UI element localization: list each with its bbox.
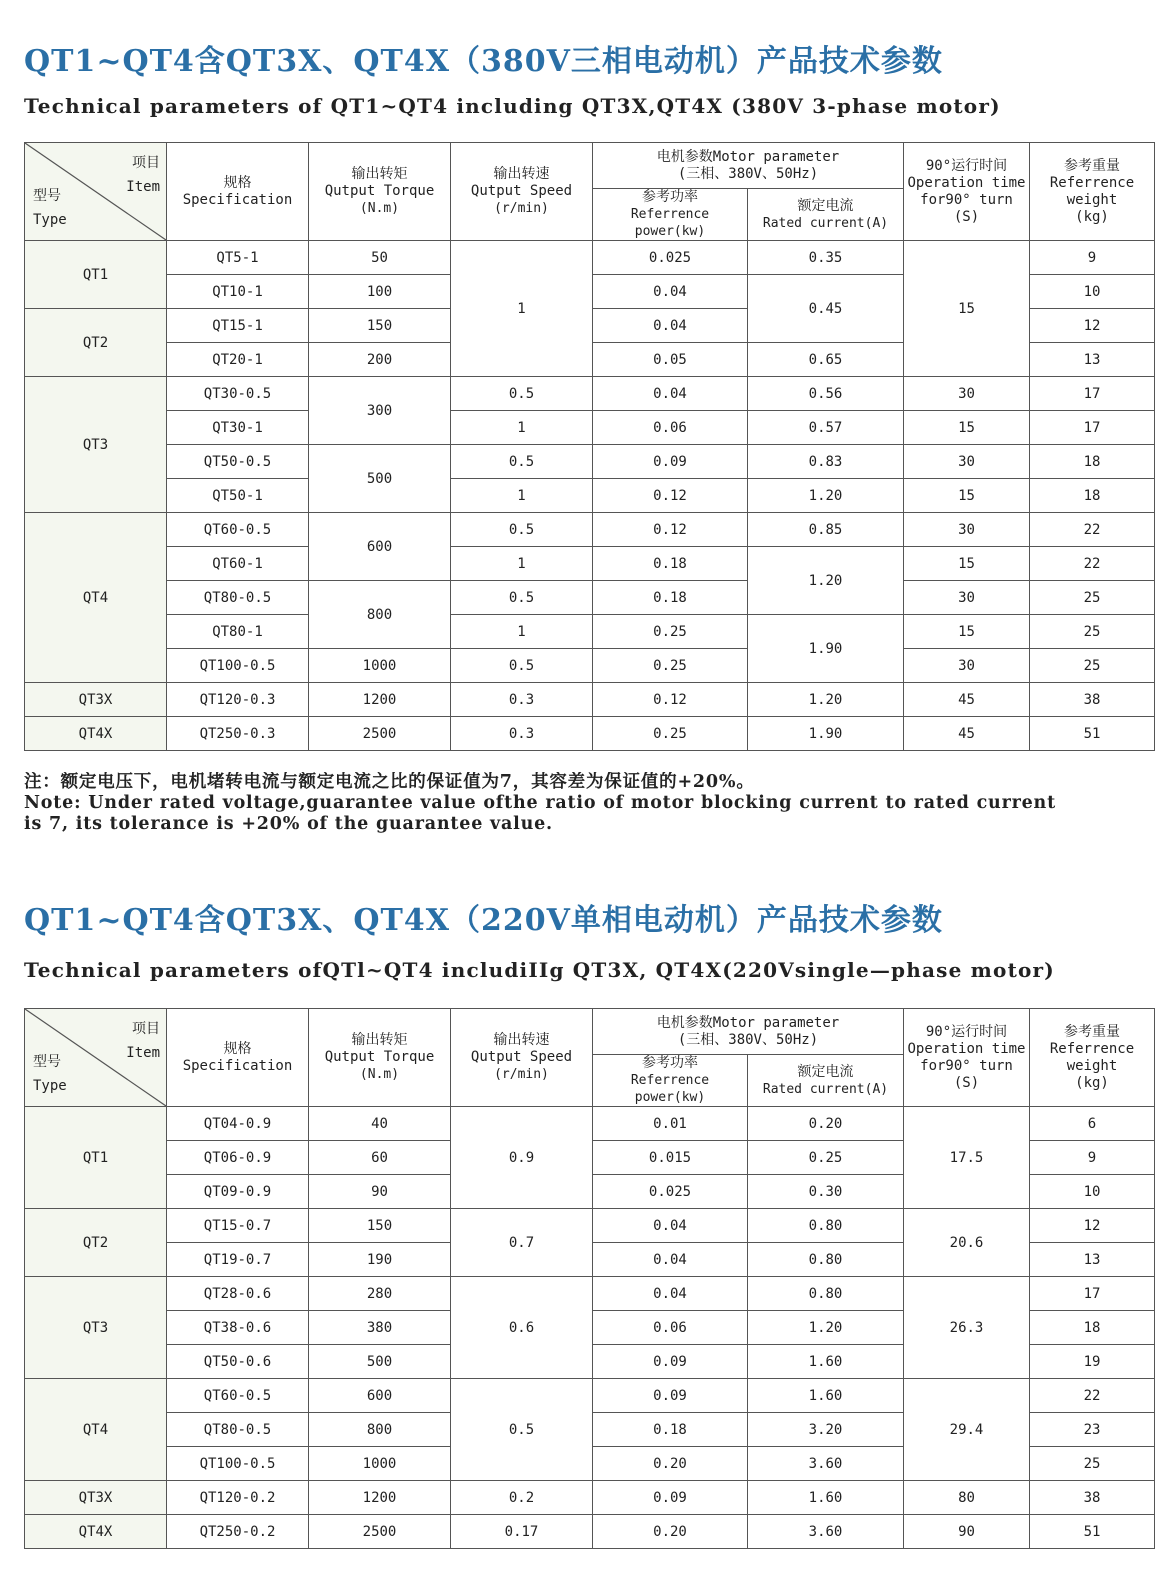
header-power-cn: 参考功率 xyxy=(642,189,698,205)
spec-cell: QT60-0.5 xyxy=(167,1379,309,1413)
header-motor xyxy=(593,1009,904,1055)
torque-cell: 200 xyxy=(309,343,451,377)
header-weight-en: Referrence xyxy=(1049,1040,1135,1057)
header-power xyxy=(593,1055,748,1107)
weight-cell: 22 xyxy=(1030,547,1155,581)
spec-cell: QT15-1 xyxy=(167,309,309,343)
header-weight xyxy=(1030,1009,1155,1107)
spec-cell: QT28-0.6 xyxy=(167,1277,309,1311)
speed-cell: 0.5 xyxy=(451,377,593,411)
note-block xyxy=(24,772,1164,835)
header-speed-cn: 输出转速 xyxy=(493,1032,550,1048)
speed-cell: 1 xyxy=(451,411,593,445)
section1-title-en: Technical parameters of QT1~QT4 including QT3X,QT4X (380V 3-phase motor) xyxy=(24,94,1001,118)
header-current-en: Rated current(A) xyxy=(762,1081,889,1097)
torque-cell: 1000 xyxy=(309,649,451,683)
header-time-cn: 90°运行时间 xyxy=(925,1023,1008,1040)
header-current-cn: 额定电流 xyxy=(797,197,854,214)
current-cell: 0.65 xyxy=(748,343,904,377)
time-cell: 30 xyxy=(904,377,1030,411)
header-item-en: Item xyxy=(126,1045,160,1061)
weight-cell: 51 xyxy=(1030,717,1155,751)
type-cell: QT2 xyxy=(25,1209,167,1277)
power-cell: 0.025 xyxy=(593,1175,748,1209)
spec-cell: QT250-0.3 xyxy=(167,717,309,751)
power-cell: 0.01 xyxy=(593,1107,748,1141)
weight-cell: 22 xyxy=(1030,1379,1155,1413)
time-cell: 45 xyxy=(904,717,1030,751)
current-cell: 0.45 xyxy=(748,275,904,343)
current-cell: 3.60 xyxy=(748,1447,904,1481)
type-cell: QT1 xyxy=(25,241,167,309)
current-cell: 0.85 xyxy=(748,513,904,547)
weight-cell: 18 xyxy=(1030,479,1155,513)
header-time-unit: (S) xyxy=(953,208,980,225)
current-cell: 0.30 xyxy=(748,1175,904,1209)
header-type-item xyxy=(25,143,167,241)
header-type-cn: 型号 xyxy=(33,188,61,204)
header-torque-cn: 输出转矩 xyxy=(351,166,408,182)
time-cell: 15 xyxy=(904,411,1030,445)
current-cell: 0.80 xyxy=(748,1209,904,1243)
header-current-en: Rated current(A) xyxy=(762,215,889,231)
header-motor-cn: 电机参数Motor parameter xyxy=(656,1014,840,1031)
current-cell: 3.60 xyxy=(748,1515,904,1549)
speed-cell: 0.5 xyxy=(451,1379,593,1481)
current-cell: 0.35 xyxy=(748,241,904,275)
power-cell: 0.25 xyxy=(593,615,748,649)
power-cell: 0.05 xyxy=(593,343,748,377)
spec-cell: QT19-0.7 xyxy=(167,1243,309,1277)
weight-cell: 6 xyxy=(1030,1107,1155,1141)
torque-cell: 150 xyxy=(309,1209,451,1243)
spec-cell: QT80-0.5 xyxy=(167,1413,309,1447)
power-cell: 0.09 xyxy=(593,1481,748,1515)
header-current xyxy=(748,1055,904,1107)
power-cell: 0.25 xyxy=(593,717,748,751)
speed-cell: 1 xyxy=(451,241,593,377)
power-cell: 0.04 xyxy=(593,1209,748,1243)
time-cell: 30 xyxy=(904,513,1030,547)
power-cell: 0.015 xyxy=(593,1141,748,1175)
note-cn: 注：额定电压下，电机堵转电流与额定电流之比的保证值为7，其容差为保证值的+20%。 xyxy=(24,772,755,792)
header-current-cn: 额定电流 xyxy=(797,1063,854,1080)
weight-cell: 18 xyxy=(1030,445,1155,479)
current-cell: 1.20 xyxy=(748,479,904,513)
speed-cell: 0.5 xyxy=(451,649,593,683)
header-weight-en2: weight xyxy=(1066,1057,1118,1074)
time-cell: 29.4 xyxy=(904,1379,1030,1481)
spec-cell: QT5-1 xyxy=(167,241,309,275)
speed-cell: 0.5 xyxy=(451,581,593,615)
power-cell: 0.12 xyxy=(593,513,748,547)
speed-cell: 0.5 xyxy=(451,513,593,547)
torque-cell: 500 xyxy=(309,1345,451,1379)
current-cell: 1.60 xyxy=(748,1379,904,1413)
weight-cell: 13 xyxy=(1030,343,1155,377)
weight-cell: 38 xyxy=(1030,683,1155,717)
time-cell: 45 xyxy=(904,683,1030,717)
section1-title-cn: QT1~QT4含QT3X、QT4X（380V三相电动机）产品技术参数 xyxy=(24,44,943,79)
weight-cell: 17 xyxy=(1030,377,1155,411)
type-cell: QT4 xyxy=(25,1379,167,1481)
header-power-en: Referrence power(kw) xyxy=(630,1073,710,1105)
note-en-line1: Note: Under rated voltage,guarantee value ofthe ratio of motor blocking current to rated current xyxy=(24,793,1056,813)
type-cell: QT1 xyxy=(25,1107,167,1209)
type-cell: QT4X xyxy=(25,1515,167,1549)
current-cell: 1.20 xyxy=(748,547,904,615)
time-cell: 15 xyxy=(904,615,1030,649)
spec-cell: QT120-0.2 xyxy=(167,1481,309,1515)
power-cell: 0.025 xyxy=(593,241,748,275)
weight-cell: 9 xyxy=(1030,1141,1155,1175)
torque-cell: 190 xyxy=(309,1243,451,1277)
current-cell: 1.90 xyxy=(748,717,904,751)
speed-cell: 0.5 xyxy=(451,445,593,479)
header-type-en: Type xyxy=(33,1078,67,1094)
power-cell: 0.04 xyxy=(593,1243,748,1277)
header-spec-cn: 规格 xyxy=(223,174,252,191)
torque-cell: 60 xyxy=(309,1141,451,1175)
header-speed xyxy=(451,1009,593,1107)
speed-cell: 0.7 xyxy=(451,1209,593,1277)
torque-cell: 600 xyxy=(309,1379,451,1413)
weight-cell: 12 xyxy=(1030,309,1155,343)
weight-cell: 22 xyxy=(1030,513,1155,547)
time-cell: 26.3 xyxy=(904,1277,1030,1379)
time-cell: 30 xyxy=(904,649,1030,683)
current-cell: 0.25 xyxy=(748,1141,904,1175)
torque-cell: 600 xyxy=(309,513,451,581)
time-cell: 20.6 xyxy=(904,1209,1030,1277)
header-time-en2: for90° turn xyxy=(920,1057,1013,1074)
type-cell: QT2 xyxy=(25,309,167,377)
header-item-cn: 项目 xyxy=(132,1021,160,1037)
header-type-item xyxy=(25,1009,167,1107)
power-cell: 0.04 xyxy=(593,377,748,411)
power-cell: 0.09 xyxy=(593,445,748,479)
speed-cell: 0.3 xyxy=(451,717,593,751)
power-cell: 0.04 xyxy=(593,1277,748,1311)
type-cell: QT3 xyxy=(25,377,167,513)
spec-cell: QT30-0.5 xyxy=(167,377,309,411)
torque-cell: 40 xyxy=(309,1107,451,1141)
header-power-cn: 参考功率 xyxy=(642,1055,698,1071)
power-cell: 0.04 xyxy=(593,309,748,343)
weight-cell: 51 xyxy=(1030,1515,1155,1549)
header-torque-unit: (N.m) xyxy=(359,201,400,216)
current-cell: 0.57 xyxy=(748,411,904,445)
power-cell: 0.04 xyxy=(593,275,748,309)
speed-cell: 0.2 xyxy=(451,1481,593,1515)
weight-cell: 12 xyxy=(1030,1209,1155,1243)
time-cell: 30 xyxy=(904,445,1030,479)
torque-cell: 90 xyxy=(309,1175,451,1209)
speed-cell: 0.3 xyxy=(451,683,593,717)
time-cell: 30 xyxy=(904,581,1030,615)
torque-cell: 50 xyxy=(309,241,451,275)
current-cell: 3.20 xyxy=(748,1413,904,1447)
header-motor xyxy=(593,143,904,189)
spec-cell: QT60-1 xyxy=(167,547,309,581)
section2-title-cn: QT1~QT4含QT3X、QT4X（220V单相电动机）产品技术参数 xyxy=(24,903,943,938)
header-torque-cn: 输出转矩 xyxy=(351,1032,408,1048)
weight-cell: 17 xyxy=(1030,411,1155,445)
weight-cell: 17 xyxy=(1030,1277,1155,1311)
speed-cell: 1 xyxy=(451,615,593,649)
header-power xyxy=(593,189,748,241)
type-cell: QT3X xyxy=(25,683,167,717)
spec-cell: QT60-0.5 xyxy=(167,513,309,547)
weight-cell: 10 xyxy=(1030,275,1155,309)
power-cell: 0.06 xyxy=(593,1311,748,1345)
spec-table-380v xyxy=(24,142,1155,751)
spec-cell: QT250-0.2 xyxy=(167,1515,309,1549)
weight-cell: 10 xyxy=(1030,1175,1155,1209)
power-cell: 0.18 xyxy=(593,1413,748,1447)
power-cell: 0.12 xyxy=(593,683,748,717)
power-cell: 0.20 xyxy=(593,1515,748,1549)
time-cell: 90 xyxy=(904,1515,1030,1549)
header-weight-unit: (kg) xyxy=(1075,208,1109,225)
weight-cell: 25 xyxy=(1030,649,1155,683)
torque-cell: 500 xyxy=(309,445,451,513)
header-motor-sub: (三相、380V、50Hz) xyxy=(677,165,819,182)
spec-cell: QT100-0.5 xyxy=(167,649,309,683)
speed-cell: 1 xyxy=(451,547,593,581)
header-speed-unit: (r/min) xyxy=(494,201,549,216)
header-time-unit: (S) xyxy=(953,1074,980,1091)
torque-cell: 2500 xyxy=(309,1515,451,1549)
header-motor-cn: 电机参数Motor parameter xyxy=(656,148,840,165)
header-speed xyxy=(451,143,593,241)
header-spec-en: Specification xyxy=(182,1057,293,1074)
current-cell: 0.83 xyxy=(748,445,904,479)
spec-cell: QT120-0.3 xyxy=(167,683,309,717)
header-weight xyxy=(1030,143,1155,241)
time-cell: 15 xyxy=(904,241,1030,377)
weight-cell: 19 xyxy=(1030,1345,1155,1379)
weight-cell: 25 xyxy=(1030,1447,1155,1481)
header-time-en: Operation time xyxy=(907,174,1026,191)
note-en-line2: is 7, its tolerance is +20% of the guarantee value. xyxy=(24,814,553,834)
power-cell: 0.18 xyxy=(593,581,748,615)
spec-cell: QT04-0.9 xyxy=(167,1107,309,1141)
spec-cell: QT20-1 xyxy=(167,343,309,377)
torque-cell: 1200 xyxy=(309,683,451,717)
time-cell: 80 xyxy=(904,1481,1030,1515)
header-speed-en: Qutput Speed xyxy=(470,1049,573,1065)
spec-cell: QT80-1 xyxy=(167,615,309,649)
weight-cell: 38 xyxy=(1030,1481,1155,1515)
header-weight-en: Referrence xyxy=(1049,174,1135,191)
current-cell: 0.56 xyxy=(748,377,904,411)
spec-cell: QT30-1 xyxy=(167,411,309,445)
spec-cell: QT100-0.5 xyxy=(167,1447,309,1481)
header-spec-en: Specification xyxy=(182,191,293,208)
weight-cell: 23 xyxy=(1030,1413,1155,1447)
spec-cell: QT50-0.6 xyxy=(167,1345,309,1379)
torque-cell: 1000 xyxy=(309,1447,451,1481)
torque-cell: 2500 xyxy=(309,717,451,751)
header-time xyxy=(904,1009,1030,1107)
header-motor-sub: (三相、380V、50Hz) xyxy=(677,1031,819,1048)
header-torque xyxy=(309,1009,451,1107)
current-cell: 0.80 xyxy=(748,1277,904,1311)
header-speed-cn: 输出转速 xyxy=(493,166,550,182)
header-torque-en: Qutput Torque xyxy=(324,1049,435,1065)
time-cell: 15 xyxy=(904,547,1030,581)
header-power-en: Referrence power(kw) xyxy=(630,207,710,239)
header-type-en: Type xyxy=(33,212,67,228)
header-torque-en: Qutput Torque xyxy=(324,183,435,199)
spec-cell: QT09-0.9 xyxy=(167,1175,309,1209)
time-cell: 17.5 xyxy=(904,1107,1030,1209)
header-spec xyxy=(167,1009,309,1107)
type-cell: QT3X xyxy=(25,1481,167,1515)
current-cell: 0.20 xyxy=(748,1107,904,1141)
header-item-en: Item xyxy=(126,179,160,195)
current-cell: 1.60 xyxy=(748,1345,904,1379)
spec-cell: QT50-1 xyxy=(167,479,309,513)
current-cell: 1.20 xyxy=(748,683,904,717)
speed-cell: 1 xyxy=(451,479,593,513)
header-torque-unit: (N.m) xyxy=(359,1067,400,1082)
header-time-en: Operation time xyxy=(907,1040,1026,1057)
header-spec-cn: 规格 xyxy=(223,1040,252,1057)
header-time-en2: for90° turn xyxy=(920,191,1013,208)
torque-cell: 800 xyxy=(309,581,451,649)
header-weight-en2: weight xyxy=(1066,191,1118,208)
spec-cell: QT38-0.6 xyxy=(167,1311,309,1345)
current-cell: 1.20 xyxy=(748,1311,904,1345)
time-cell: 15 xyxy=(904,479,1030,513)
speed-cell: 0.9 xyxy=(451,1107,593,1209)
header-current xyxy=(748,189,904,241)
header-speed-en: Qutput Speed xyxy=(470,183,573,199)
spec-table-220v xyxy=(24,1008,1155,1549)
torque-cell: 380 xyxy=(309,1311,451,1345)
torque-cell: 100 xyxy=(309,275,451,309)
weight-cell: 25 xyxy=(1030,615,1155,649)
header-spec xyxy=(167,143,309,241)
header-weight-cn: 参考重量 xyxy=(1064,1023,1120,1040)
power-cell: 0.12 xyxy=(593,479,748,513)
header-time-cn: 90°运行时间 xyxy=(925,157,1008,174)
power-cell: 0.09 xyxy=(593,1379,748,1413)
type-cell: QT4 xyxy=(25,513,167,683)
header-item-cn: 项目 xyxy=(132,155,160,171)
power-cell: 0.20 xyxy=(593,1447,748,1481)
spec-cell: QT06-0.9 xyxy=(167,1141,309,1175)
weight-cell: 18 xyxy=(1030,1311,1155,1345)
header-weight-cn: 参考重量 xyxy=(1064,157,1120,174)
section2-title-en: Technical parameters ofQTl~QT4 includiIIg QT3X, QT4X(220Vsingle—phase motor) xyxy=(24,958,1055,982)
spec-cell: QT80-0.5 xyxy=(167,581,309,615)
current-cell: 0.80 xyxy=(748,1243,904,1277)
current-cell: 1.60 xyxy=(748,1481,904,1515)
power-cell: 0.18 xyxy=(593,547,748,581)
power-cell: 0.25 xyxy=(593,649,748,683)
torque-cell: 1200 xyxy=(309,1481,451,1515)
current-cell: 1.90 xyxy=(748,615,904,683)
weight-cell: 25 xyxy=(1030,581,1155,615)
speed-cell: 0.17 xyxy=(451,1515,593,1549)
torque-cell: 150 xyxy=(309,309,451,343)
header-speed-unit: (r/min) xyxy=(494,1067,549,1082)
power-cell: 0.09 xyxy=(593,1345,748,1379)
spec-cell: QT15-0.7 xyxy=(167,1209,309,1243)
torque-cell: 300 xyxy=(309,377,451,445)
type-cell: QT3 xyxy=(25,1277,167,1379)
spec-cell: QT50-0.5 xyxy=(167,445,309,479)
type-cell: QT4X xyxy=(25,717,167,751)
torque-cell: 280 xyxy=(309,1277,451,1311)
power-cell: 0.06 xyxy=(593,411,748,445)
header-weight-unit: (kg) xyxy=(1075,1074,1109,1091)
weight-cell: 13 xyxy=(1030,1243,1155,1277)
header-time xyxy=(904,143,1030,241)
spec-cell: QT10-1 xyxy=(167,275,309,309)
weight-cell: 9 xyxy=(1030,241,1155,275)
header-type-cn: 型号 xyxy=(33,1054,61,1070)
header-torque xyxy=(309,143,451,241)
speed-cell: 0.6 xyxy=(451,1277,593,1379)
torque-cell: 800 xyxy=(309,1413,451,1447)
